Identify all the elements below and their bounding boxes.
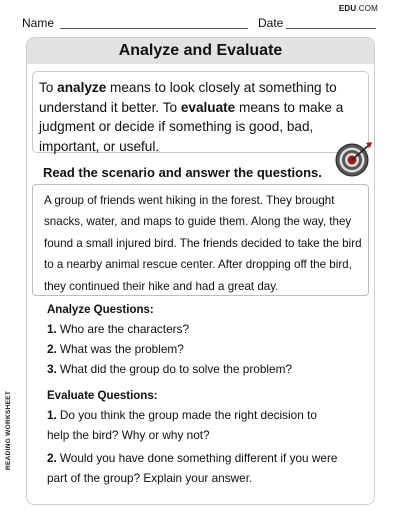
definition-box	[32, 71, 369, 153]
evaluate-question-2-cont: part of the group? Explain your answer.	[47, 471, 253, 485]
question-number: 2.	[47, 451, 57, 465]
evaluate-question-2	[47, 451, 337, 465]
analyze-question-1	[47, 322, 189, 336]
date-line[interactable]	[286, 28, 376, 29]
name-label: Name	[22, 16, 55, 30]
question-number: 1.	[47, 408, 57, 422]
term-evaluate: evaluate	[180, 99, 236, 115]
analyze-question-3	[47, 362, 292, 376]
question-text: What was the problem?	[59, 342, 184, 356]
target-icon	[335, 140, 373, 178]
page-title: Analyze and Evaluate	[27, 38, 374, 64]
brand-name: EDU	[338, 4, 357, 13]
term-analyze: analyze	[57, 80, 107, 95]
date-label: Date	[258, 16, 284, 30]
question-number: 3.	[47, 362, 57, 376]
question-text: Who are the characters?	[59, 322, 190, 336]
question-text: What did the group do to solve the problem?	[59, 362, 292, 376]
question-text: Do you think the group made the right decision to	[59, 408, 317, 422]
analyze-heading: Analyze Questions:	[47, 304, 154, 316]
brand-suffix: .COM	[356, 4, 378, 13]
evaluate-question-1	[47, 408, 317, 422]
question-number: 2.	[47, 342, 57, 356]
scenario-box: A group of friends went hiking in the forest. They brought snacks, water, and maps to guide them. Along the way, they found a small injured bird. The friends decided to take the bird to a nearby animal rescue center. After dropping off the bird, they continued their hike and had a great day.	[32, 184, 369, 296]
worksheet-card	[26, 37, 375, 505]
evaluate-heading: Evaluate Questions:	[47, 390, 158, 402]
question-number: 1.	[47, 322, 57, 336]
definition-text-2: means to look closely at something to understand it better. To	[39, 80, 337, 115]
worksheet-header	[0, 0, 400, 36]
side-label: READING WORKSHEET	[5, 390, 12, 470]
question-text: Would you have done something different if you were	[59, 451, 338, 465]
instruction-text: Read the scenario and answer the questions.	[43, 165, 322, 180]
name-line[interactable]	[60, 28, 248, 29]
evaluate-question-1-cont: help the bird? Why or why not?	[47, 428, 210, 442]
definition-text-3: means to make a judgment or decide if something is good, bad, important, or useful.	[39, 99, 344, 154]
brand-logo	[339, 4, 378, 13]
analyze-question-2	[47, 342, 184, 356]
definition-text-1: To	[39, 80, 58, 95]
